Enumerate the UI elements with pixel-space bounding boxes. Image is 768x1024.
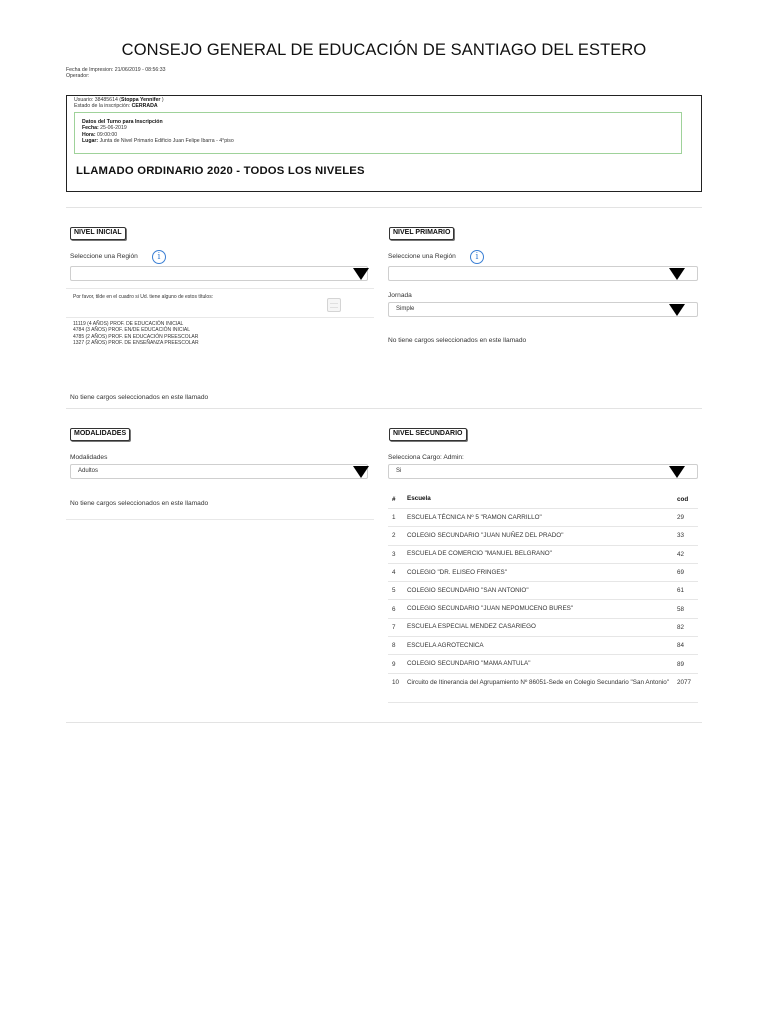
usuario-close: ) <box>160 97 164 103</box>
inicial-region-label: Seleccione una Región <box>70 253 138 260</box>
row-escuela: COLEGIO SECUNDARIO "JUAN NUÑEZ DEL PRADO" <box>407 531 564 539</box>
jornada-label: Jornada <box>388 292 412 299</box>
table-row <box>388 636 698 654</box>
modalidades-label: Modalidades <box>70 454 108 461</box>
turno-lugar <box>82 138 681 144</box>
table-row <box>388 581 698 599</box>
table-row <box>388 599 698 617</box>
row-escuela: ESCUELA DE COMERCIO "MANUEL BELGRANO" <box>407 550 552 558</box>
nivel-secundario-title: NIVEL SECUNDARIO <box>389 428 467 441</box>
estado-label: Estado de la inscripción: <box>74 103 132 110</box>
row-num: 7 <box>392 623 396 631</box>
row-cod: 42 <box>677 550 685 558</box>
primario-region-label: Seleccione una Región <box>388 253 456 260</box>
usuario-label: Usuario: 38485614 ( <box>74 97 122 103</box>
turno-box <box>74 112 682 154</box>
turno-heading: Datos del Turno para Inscripción <box>82 119 163 125</box>
nivel-primario-title: NIVEL PRIMARIO <box>389 227 454 240</box>
row-escuela: ESCUELA AGROTECNICA <box>407 641 484 649</box>
col-escuela-header: Escuela <box>407 495 431 502</box>
jornada-select[interactable]: Simple <box>388 302 698 317</box>
row-cod: 84 <box>677 642 685 650</box>
divider <box>66 722 702 723</box>
table-row <box>388 618 698 636</box>
row-num: 6 <box>392 605 396 613</box>
divider <box>66 317 374 318</box>
table-header <box>388 490 698 508</box>
inicial-no-cargos: No tiene cargos seleccionados en este llamado <box>70 394 209 401</box>
row-escuela: Circuito de Itinerancia del Agrupamiento Nº 86051-Sede en Colegio Secundario "San Antonio" <box>407 678 669 686</box>
chevron-down-icon[interactable] <box>669 304 685 316</box>
tilde-prompt: Por favor, tilde en el cuadro si Ud. tiene alguno de estos títulos: <box>73 294 214 300</box>
user-lines <box>74 97 164 110</box>
turno-lugar-label: Lugar: <box>82 137 99 144</box>
row-escuela: ESCUELA ESPECIAL MENDEZ CASARIEGO <box>407 623 536 631</box>
row-cod: 29 <box>677 514 685 522</box>
turno-fecha-label: Fecha: <box>82 125 99 132</box>
table-row <box>388 673 698 703</box>
chevron-down-icon[interactable] <box>669 268 685 280</box>
modalidades-select[interactable]: Adultos <box>70 464 368 479</box>
titulo-item: 1327 (2 AÑOS) PROF. DE ENSEÑANZA PREESCOLAR <box>73 339 199 346</box>
user-box <box>66 95 702 192</box>
row-num: 4 <box>392 569 396 577</box>
cargo-select[interactable]: Si <box>388 464 698 479</box>
row-cod: 82 <box>677 623 685 631</box>
row-escuela: COLEGIO SECUNDARIO "JUAN NEPOMUCENO BURES" <box>407 605 574 613</box>
row-escuela: COLEGIO SECUNDARIO "SAN ANTONIO" <box>407 586 529 594</box>
estado-line <box>74 103 164 109</box>
operador: Operador: <box>66 73 90 80</box>
row-num: 8 <box>392 642 396 650</box>
row-num: 10 <box>392 678 400 686</box>
divider <box>66 519 374 520</box>
row-escuela: COLEGIO SECUNDARIO "MAMA ANTULA" <box>407 660 531 668</box>
llamado-title: LLAMADO ORDINARIO 2020 - TODOS LOS NIVELES <box>76 165 365 177</box>
inicial-region-select[interactable] <box>70 266 368 281</box>
info-icon[interactable]: i <box>470 250 484 264</box>
table-row <box>388 526 698 544</box>
divider <box>66 408 702 409</box>
titulo-item: 4784 (3 AÑOS) PROF. EN/DE EDUCACIÓN INICIAL <box>73 327 190 334</box>
print-meta <box>66 67 166 80</box>
titulo-item: 4785 (2 AÑOS) PROF. EN EDUCACIÓN PREESCOLAR <box>73 333 199 340</box>
row-cod: 58 <box>677 605 685 613</box>
titulo-checkbox[interactable] <box>327 298 341 312</box>
row-cod: 89 <box>677 660 685 668</box>
row-cod: 33 <box>677 532 685 540</box>
page-title: CONSEJO GENERAL DE EDUCACIÓN DE SANTIAGO DEL ESTERO <box>121 41 647 59</box>
table-row <box>388 563 698 581</box>
nivel-inicial-title: NIVEL INICIAL <box>70 227 126 240</box>
usuario-name: Stoppa Yennifer <box>121 97 161 103</box>
titulo-item: 11119 (4 AÑOS) PROF. DE EDUCACIÓN INICIAL <box>73 321 184 327</box>
col-num-header: # <box>392 495 396 503</box>
chevron-down-icon[interactable] <box>353 268 369 280</box>
estado-value: CERRADA <box>131 103 158 110</box>
row-num: 1 <box>392 514 396 522</box>
info-icon[interactable]: i <box>152 250 166 264</box>
escuelas-table <box>388 490 698 703</box>
divider <box>66 288 374 289</box>
row-escuela: COLEGIO "DR. ELISEO FRINGES" <box>407 568 507 576</box>
divider <box>66 207 702 208</box>
turno-hora-label: Hora: <box>82 131 96 138</box>
modalidades-title: MODALIDADES <box>70 428 130 441</box>
cargo-label: Selecciona Cargo: Admin: <box>388 454 464 461</box>
turno-hora-value: 09:00:00 <box>95 131 118 138</box>
titulos-list <box>73 321 199 346</box>
row-cod: 61 <box>677 587 685 595</box>
primario-no-cargos: No tiene cargos seleccionados en este llamado <box>388 337 527 344</box>
modalidades-no-cargos: No tiene cargos seleccionados en este llamado <box>70 500 209 507</box>
row-num: 3 <box>392 550 396 558</box>
row-cod: 2077 <box>677 678 692 686</box>
table-row <box>388 654 698 672</box>
row-num: 9 <box>392 660 396 668</box>
table-row <box>388 545 698 563</box>
chevron-down-icon[interactable] <box>669 466 685 478</box>
row-escuela: ESCUELA TÉCNICA Nº 5 "RAMON CARRILLO" <box>407 513 542 521</box>
chevron-down-icon[interactable] <box>353 466 369 478</box>
turno-lugar-value: Junta de Nivel Primario Edificio Juan Felipe Ibarra - 4°piso <box>98 137 234 144</box>
col-cod-header: cod <box>677 495 689 503</box>
primario-region-select[interactable] <box>388 266 698 281</box>
row-cod: 69 <box>677 569 685 577</box>
table-row <box>388 508 698 526</box>
fecha-impresion: Fecha de Impresion: 21/06/2019 - 08:56:33 <box>66 67 166 73</box>
row-num: 2 <box>392 532 396 540</box>
turno-fecha-value: 25-06-2019 <box>98 125 127 132</box>
row-num: 5 <box>392 587 396 595</box>
